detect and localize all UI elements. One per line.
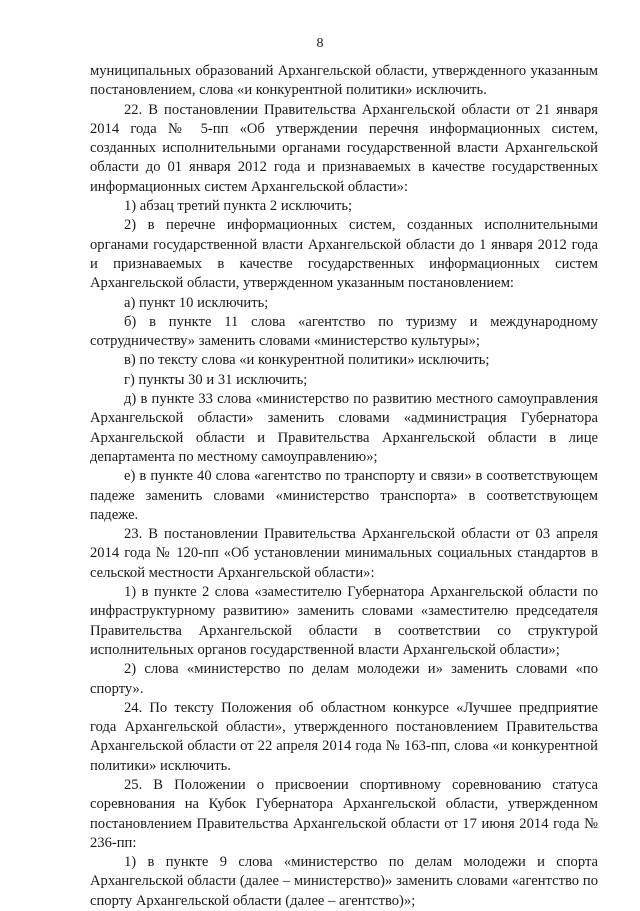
- paragraph-item-22-2-b: б) в пункте 11 слова «агентство по туризму и международному сотрудничеству» заменить словами «министерство культуры»;: [90, 313, 598, 350]
- paragraph-item-24: 24. По тексту Положения об областном конкурсе «Лучшее предприятие года Архангельской области», утвержденного постановлением Правительства Архангельской области от 22 апреля 2014 года № 163-пп, слова «и конкурентной политики» исключить.: [90, 699, 598, 774]
- paragraph-item-22-2-a: а) пункт 10 исключить;: [124, 294, 269, 311]
- paragraph-item-22: 22. В постановлении Правительства Архангельской области от 21 января 2014 года № 5-пп «Об утверждении перечня информационных систем, созданных исполнительными органами государственной власти Архангельской области до 01 января 2012 года и признаваемых в качестве государственных информационных систем Архангельской области»:: [90, 101, 598, 195]
- paragraph-item-22-2: 2) в перечне информационных систем, созданных исполнительными органами государственной власти Архангельской области до 1 января 2012 года и признаваемых в качестве государственных информационных систем Архангельской области, утвержденном указанным постановлением:: [90, 217, 598, 292]
- page-number: 8: [316, 36, 324, 51]
- paragraph-item-22-2-e: е) в пункте 40 слова «агентство по транспорту и связи» в соответствующем падеже заменить словами «министерство транспорта» в соответствующем падеже.: [90, 468, 598, 523]
- paragraph-item-22-2-g: г) пункты 30 и 31 исключить;: [124, 371, 308, 388]
- paragraph-item-22-2-d: д) в пункте 33 слова «министерство по развитию местного самоуправления Архангельской области» заменить словами «администрация Губернатора Архангельской области и Правительства Архангельской области в лице департамента по местному самоуправлению»;: [90, 391, 598, 465]
- paragraph-item-22-2-v: в) по тексту слова «и конкурентной политики» исключить;: [124, 352, 490, 369]
- paragraph-item-23: 23. В постановлении Правительства Архангельской области от 03 апреля 2014 года № 120-пп «Об установлении минимальных социальных стандартов в сельской местности Архангельской области»:: [90, 526, 598, 581]
- paragraph-item-22-1: 1) абзац третий пункта 2 исключить;: [124, 198, 353, 215]
- paragraph-continuation: муниципальных образований Архангельской области, утвержденного указанным постановлением, слова «и конкурентной политики» исключить.: [90, 63, 598, 99]
- paragraph-item-23-1: 1) в пункте 2 слова «заместителю Губернатора Архангельской области по инфраструктурному развитию» заменить словами «заместителю председателя Правительства Архангельской области в соответствии со структурой исполнительных органов государственной власти Архангельской области»;: [90, 584, 598, 658]
- document-body: [90, 62, 598, 911]
- paragraph-item-25: 25. В Положении о присвоении спортивному соревнованию статуса соревнования на Кубок Губернатора Архангельской области, утвержденном постановлением Правительства Архангельской области от 17 июня 2014 года № 236-пп:: [90, 776, 598, 851]
- paragraph-item-23-2: 2) слова «министерство по делам молодежи и» заменить словами «по спорту».: [90, 661, 598, 697]
- paragraph-item-25-1: 1) в пункте 9 слова «министерство по делам молодежи и спорта Архангельской области (далее – министерство)» заменить словами «агентство по спорту Архангельской области (далее – агентство)»;: [90, 854, 598, 909]
